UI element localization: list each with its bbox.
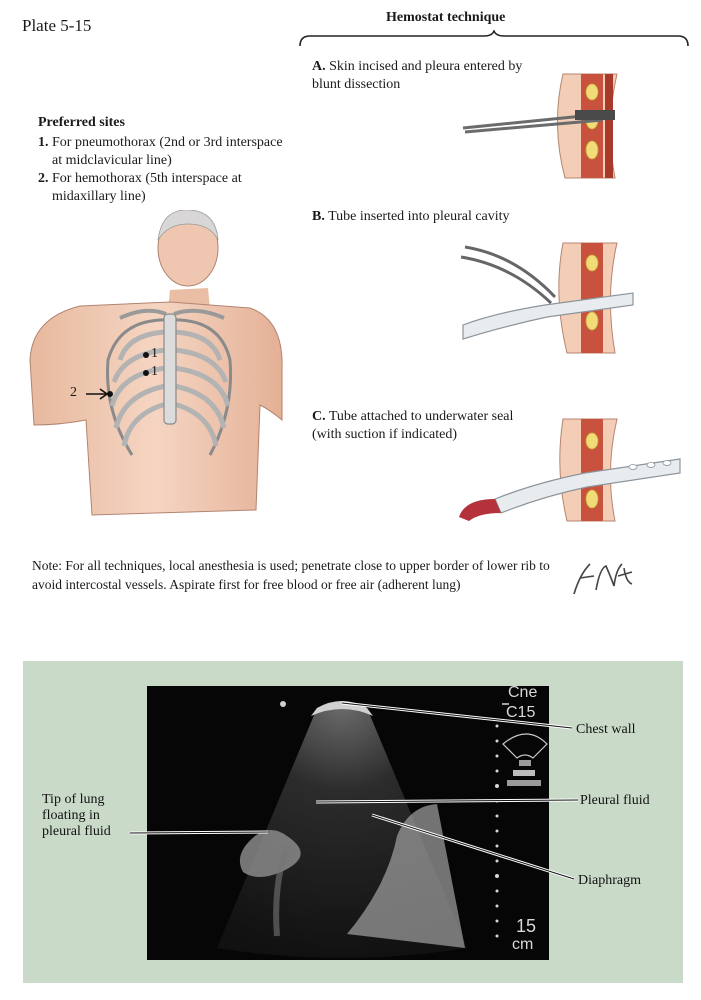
us-depth-value: 15 bbox=[516, 916, 537, 936]
label-diaphragm: Diaphragm bbox=[578, 873, 641, 888]
site-item-pneumothorax: 1. For pneumothorax (2nd or 3rd interspace at midclavicular line) bbox=[38, 135, 283, 168]
site-marker-2: 2 bbox=[70, 385, 77, 400]
section-brace bbox=[298, 30, 690, 48]
hemostat-title: Hemostat technique bbox=[386, 10, 506, 25]
preferred-sites bbox=[38, 114, 288, 206]
plate-label: Plate 5-15 bbox=[22, 16, 92, 35]
step-b-illustration bbox=[455, 235, 640, 360]
us-probe-text: C15 bbox=[506, 704, 536, 721]
label-lung-tip: Tip of lung floating in pleural fluid bbox=[42, 792, 111, 839]
label-chest-wall: Chest wall bbox=[576, 722, 636, 737]
step-a-illustration bbox=[455, 70, 635, 185]
step-a-caption: A. Skin incised and pleura entered by blunt dissection bbox=[312, 59, 523, 92]
site-marker-1b: 1 bbox=[151, 364, 158, 379]
site-item-hemothorax: 2. For hemothorax (5th interspace at midaxillary line) bbox=[38, 171, 242, 204]
step-c-caption: C. Tube attached to underwater seal (with suction if indicated) bbox=[312, 409, 514, 442]
step-c-illustration bbox=[455, 415, 685, 525]
label-pleural-fluid: Pleural fluid bbox=[580, 793, 650, 808]
preferred-sites-heading: Preferred sites bbox=[38, 115, 125, 130]
site-marker-1a: 1 bbox=[151, 346, 158, 361]
technique-note: Note: For all techniques, local anesthesia is used; penetrate close to upper border of lower rib to avoid intercostal vessels. Aspirate first for free blood or free air (adherent lung) bbox=[32, 558, 550, 592]
step-b-caption: B. Tube inserted into pleural cavity bbox=[312, 209, 510, 224]
us-depth-unit: cm bbox=[512, 936, 534, 953]
netter-signature bbox=[566, 556, 638, 600]
us-mode-text: Cne bbox=[508, 684, 538, 701]
